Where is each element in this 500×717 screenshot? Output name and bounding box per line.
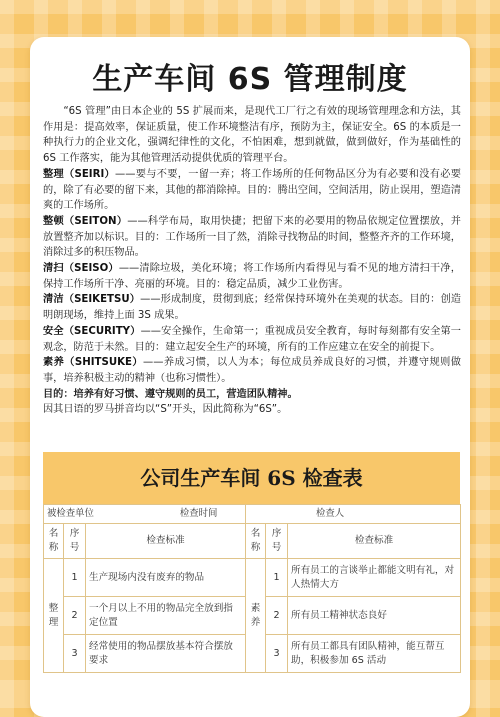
person-label: 检查人 xyxy=(316,508,345,519)
row-standard: 所有员工精神状态良好 xyxy=(288,597,461,635)
info-cell xyxy=(246,505,461,524)
page-title: 生产车间 6S 管理制度 xyxy=(92,62,408,97)
intro-paragraph: “6S 管理”由日本企业的 5S 扩展而来，是现代工厂行之有效的现场管理理念和方法，其作用是：提高效率，保证质量，使工作环境整洁有序，预防为主，保证安全。6S 的本质是一种执行力的企业文化，强调纪律性的文化，不怕困难，想到就做，做到做好，作为基础性的 6S 工作落实，能为其他管理活动提供优质的管理平台。 xyxy=(43,106,461,165)
item-text: ——要与不要，一留一弃；将工作场所的任何物品区分为有必要和没有必要的，除了有必要的留下来，其他的都消除掉。目的：腾出空间，空间活用，防止误用，塑造清爽的工作场所。 xyxy=(43,168,461,212)
info-row xyxy=(44,505,461,524)
header-standard: 检查标准 xyxy=(86,524,246,559)
row-seq: 2 xyxy=(64,597,86,635)
row-seq: 1 xyxy=(64,559,86,597)
header-name: 名称 xyxy=(44,524,64,559)
item-term: 安全（SECURITY） xyxy=(43,325,141,337)
item-seiton xyxy=(43,214,461,261)
row-seq: 3 xyxy=(64,635,86,673)
item-term: 整顿（SEITON） xyxy=(43,215,128,227)
item-security xyxy=(43,324,461,355)
document-body xyxy=(43,104,461,418)
item-term: 清洁（SEIKETSU） xyxy=(43,294,141,306)
header-seq: 序号 xyxy=(266,524,288,559)
item-term: 素养（SHITSUKE） xyxy=(43,357,144,369)
left-category: 整理 xyxy=(44,559,64,673)
header-seq: 序号 xyxy=(64,524,86,559)
table-title: 公司生产车间 6S 检查表 xyxy=(140,466,363,490)
item-text: ——科学布局，取用快捷；把留下来的必要用的物品依规定位置摆放，并放置整齐加以标识。目的：工作场所一目了然，消除寻找物品的时间，整整齐齐的工作环境，消除过多的积压物品。 xyxy=(43,215,461,259)
time-label: 检查时间 xyxy=(179,508,218,519)
info-cell xyxy=(44,505,246,524)
item-seiri xyxy=(43,167,461,214)
note-line: 因其日语的罗马拼音均以“S”开头，因此简称为“6S”。 xyxy=(43,404,288,416)
item-shitsuke xyxy=(43,355,461,386)
item-term: 整理（SEIRI） xyxy=(43,168,116,180)
item-seiketsu xyxy=(43,292,461,323)
row-standard: 经常使用的物品摆放基本符合摆放要求 xyxy=(86,635,246,673)
header-row xyxy=(44,524,461,559)
row-seq: 1 xyxy=(266,559,288,597)
row-standard: 生产现场内没有废弃的物品 xyxy=(86,559,246,597)
item-text: ——形成制度，贯彻到底；经常保持环境外在美观的状态。目的：创造明朗现场，维持上面 3S 成果。 xyxy=(43,294,461,322)
header-name: 名称 xyxy=(246,524,266,559)
row-seq: 3 xyxy=(266,635,288,673)
check-table xyxy=(43,504,461,673)
table-row xyxy=(44,559,461,597)
header-standard: 检查标准 xyxy=(288,524,461,559)
goal-line: 目的：培养有好习惯、遵守规则的员工，营造团队精神。 xyxy=(43,388,298,400)
item-text: ——清除垃圾，美化环境；将工作场所内看得见与看不见的地方清扫干净，保持工作场所干净、亮丽的环境。目的：稳定品质，减少工业伤害。 xyxy=(43,263,461,290)
row-seq: 2 xyxy=(266,597,288,635)
row-standard: 所有员工的言谈举止都能文明有礼，对人热情大方 xyxy=(288,559,461,597)
row-standard: 一个月以上不用的物品完全放到指定位置 xyxy=(86,597,246,635)
right-category: 素养 xyxy=(246,559,266,673)
item-text: ——安全操作，生命第一；重视成员安全教育，每时每刻都有安全第一观念，防范于未然。目的：建立起安全生产的环境，所有的工作应建立在安全的前提下。 xyxy=(43,325,461,353)
item-term: 清扫（SEISO） xyxy=(43,263,119,275)
item-seiso xyxy=(43,261,461,292)
row-standard: 所有员工都具有团队精神，能互帮互助，积极参加 6S 活动 xyxy=(288,635,461,673)
item-text: ——养成习惯，以人为本；每位成员养成良好的习惯，并遵守规则做事，培养积极主动的精神（也称习惯性）。 xyxy=(43,357,461,384)
unit-label: 被检查单位 xyxy=(47,508,94,519)
